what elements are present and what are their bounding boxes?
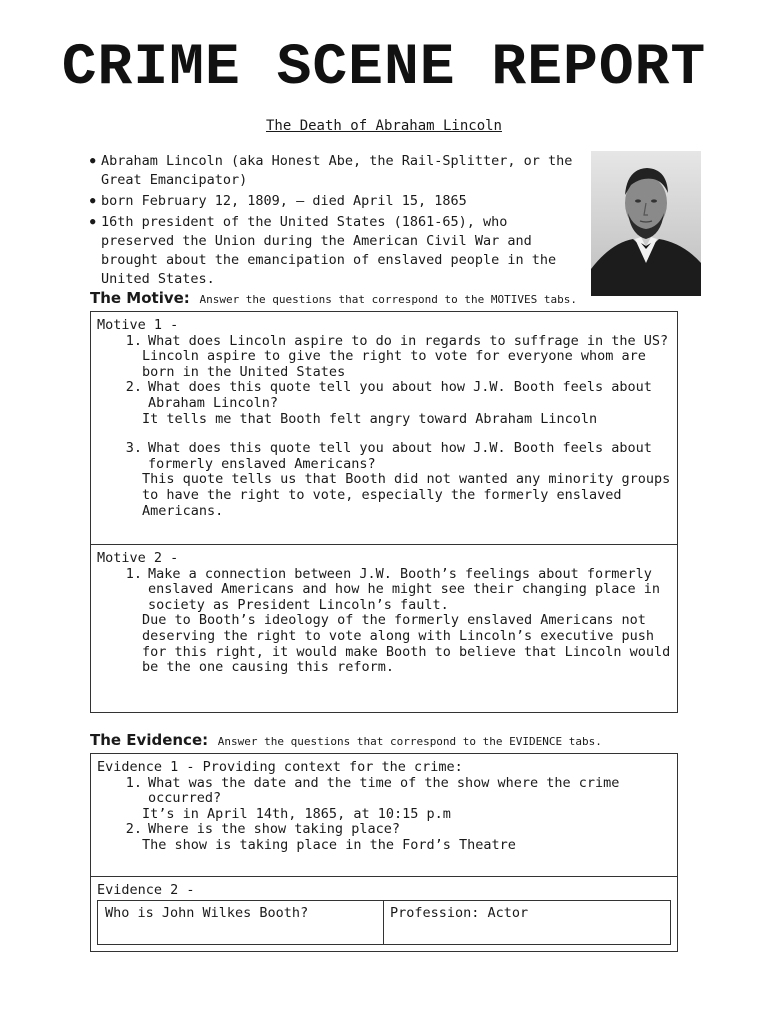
answer-text: Due to Booth’s ideology of the formerly enslaved Americans not deserving the right to vote along with Lincoln’s executive push for this right, it would make Booth to believe that Lincoln would be the one causing this reform. xyxy=(142,612,671,676)
bio-item: ● Abraham Lincoln (aka Honest Abe, the Rail-Splitter, or the Great Emancipator) xyxy=(90,152,580,190)
question-text: What was the date and the time of the show where the crime occurred? xyxy=(148,774,620,807)
motive-note: Answer the questions that correspond to the MOTIVES tabs. xyxy=(199,293,577,306)
evidence-1-heading: Evidence 1 - Providing context for the crime: xyxy=(97,759,463,775)
question-number: 1. xyxy=(125,774,142,791)
evidence-1-cell xyxy=(91,754,677,877)
question-text: Where is the show taking place? xyxy=(148,821,400,838)
answer-text: It tells me that Booth felt angry toward Abraham Lincoln xyxy=(142,410,598,427)
question-text: What does this quote tell you about how J.W. Booth feels about Abraham Lincoln? xyxy=(148,379,652,411)
motive-table xyxy=(90,311,678,713)
question-row xyxy=(97,567,671,614)
question-number: 2. xyxy=(125,821,142,838)
question-row xyxy=(97,822,671,838)
motive-label: The Motive: xyxy=(90,289,190,307)
question-number: 2. xyxy=(125,379,142,396)
report-subtitle: The Death of Abraham Lincoln xyxy=(265,118,502,134)
bio-item: ● 16th president of the United States (1861-65), who preserved the Union during the American Civil War and brought about the emancipation of enslaved people in the United States. xyxy=(90,213,580,289)
evidence-2-table xyxy=(97,900,671,945)
question-text: Make a connection between J.W. Booth’s feelings about formerly enslaved Americans and how he might see their changing place in society as President Lincoln’s fault. xyxy=(148,565,661,613)
question-number: 3. xyxy=(125,440,142,457)
answer-text: This quote tells us that Booth did not wanted any minority groups to have the right to vote, especially the formerly enslaved Americans. xyxy=(142,471,671,519)
answer-text: Lincoln aspire to give the right to vote for everyone whom are born in the United States xyxy=(142,348,646,380)
question-number: 1. xyxy=(125,565,142,582)
page-title: CRIME SCENE REPORT xyxy=(61,36,707,101)
evidence-2-question: Who is John Wilkes Booth? xyxy=(98,901,384,944)
answer-text: The show is taking place in the Ford’s Theatre xyxy=(142,836,516,853)
evidence-table xyxy=(90,753,678,952)
bio-item: ● born February 12, 1809, — died April 15, 1865 xyxy=(90,192,580,211)
motive-2-heading: Motive 2 - xyxy=(97,550,179,566)
question-text: What does Lincoln aspire to do in regards to suffrage in the US? xyxy=(148,332,669,349)
portrait-image xyxy=(591,151,701,296)
motive-2-cell xyxy=(91,545,677,712)
motive-1-cell xyxy=(91,312,677,545)
question-row xyxy=(97,441,671,472)
question-row xyxy=(97,334,671,350)
question-row xyxy=(97,776,671,807)
evidence-2-heading: Evidence 2 - xyxy=(97,882,195,898)
bio-list xyxy=(90,152,580,289)
lincoln-bio xyxy=(90,152,580,291)
lincoln-portrait xyxy=(591,151,701,296)
motive-1-heading: Motive 1 - xyxy=(97,317,179,333)
question-row xyxy=(97,380,671,411)
answer-text: It’s in April 14th, 1865, at 10:15 p.m xyxy=(142,805,451,822)
evidence-note: Answer the questions that correspond to the EVIDENCE tabs. xyxy=(217,735,602,748)
evidence-2-answer: Profession: Actor xyxy=(390,905,529,921)
motive-section-heading xyxy=(90,288,577,307)
question-text: What does this quote tell you about how J.W. Booth feels about formerly enslaved Americans? xyxy=(148,440,652,472)
evidence-2-cell xyxy=(91,877,677,951)
question-number: 1. xyxy=(125,332,142,349)
evidence-section-heading xyxy=(90,730,602,749)
evidence-label: The Evidence: xyxy=(90,731,209,749)
